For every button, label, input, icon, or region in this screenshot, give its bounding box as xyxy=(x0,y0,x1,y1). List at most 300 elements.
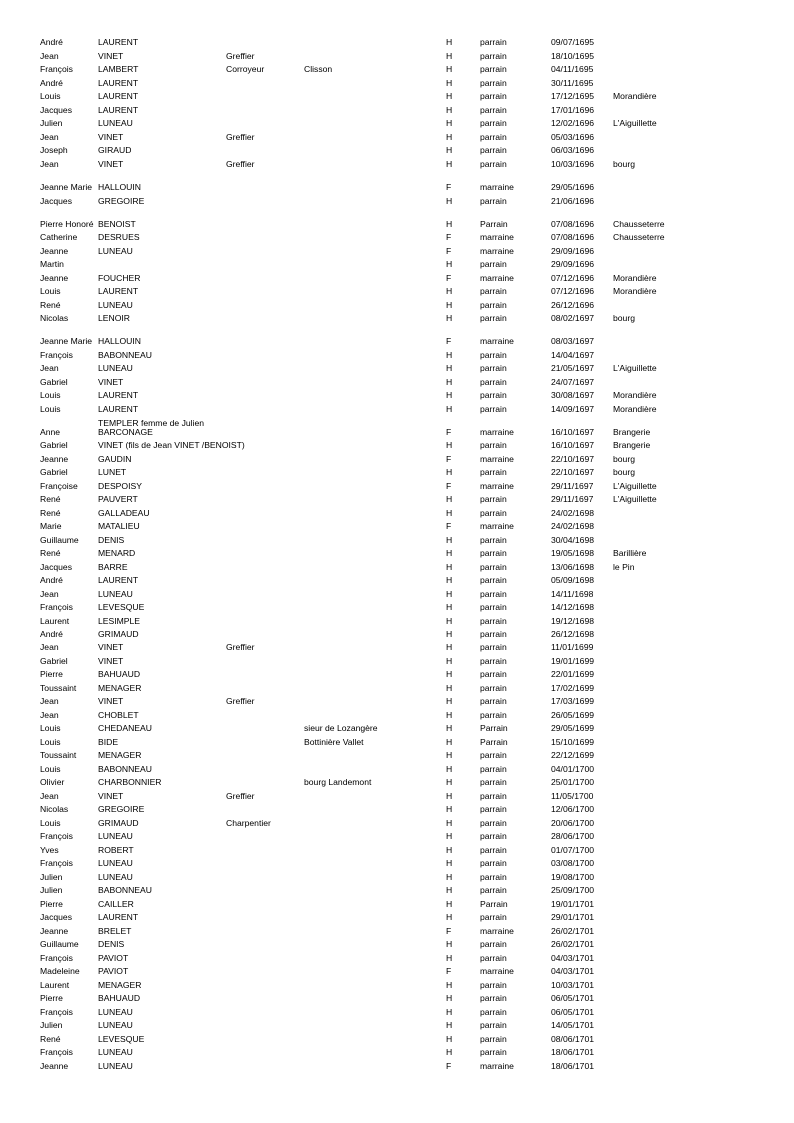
date-cell: 26/12/1696 xyxy=(551,300,595,310)
date-cell: 14/04/1697 xyxy=(551,350,595,360)
surname-cell: LUNEAU xyxy=(98,363,133,373)
role-cell: parrain xyxy=(480,939,507,949)
given-name-cell: Jacques xyxy=(40,196,73,206)
given-name-cell: Madeleine xyxy=(40,966,80,976)
sex-cell: F xyxy=(446,454,452,464)
hamlet-cell: le Pin xyxy=(613,562,635,572)
role-cell: parrain xyxy=(480,494,507,504)
surname-cell: ROBERT xyxy=(98,845,134,855)
given-name-cell: Julien xyxy=(40,885,63,895)
sex-cell: H xyxy=(446,858,453,868)
surname-cell: VINET xyxy=(98,696,124,706)
register-row xyxy=(0,641,794,654)
date-cell: 08/06/1701 xyxy=(551,1034,595,1044)
surname-cell: DESPOISY xyxy=(98,481,142,491)
register-row xyxy=(0,534,794,547)
given-name-cell: Jeanne Marie xyxy=(40,336,93,346)
role-cell: parrain xyxy=(480,764,507,774)
sex-cell: H xyxy=(446,132,453,142)
sex-cell: H xyxy=(446,363,453,373)
role-cell: marraine xyxy=(480,966,514,976)
sex-cell: H xyxy=(446,196,453,206)
date-cell: 24/02/1698 xyxy=(551,521,595,531)
role-cell: Parrain xyxy=(480,899,508,909)
role-cell: parrain xyxy=(480,390,507,400)
role-cell: Parrain xyxy=(480,723,508,733)
surname-cell: BRELET xyxy=(98,926,132,936)
given-name-cell: Yves xyxy=(40,845,59,855)
surname-cell: BAHUAUD xyxy=(98,993,141,1003)
surname-cell: FOUCHER xyxy=(98,273,141,283)
register-row xyxy=(0,362,794,375)
date-cell: 14/05/1701 xyxy=(551,1020,595,1030)
date-cell: 07/08/1696 xyxy=(551,219,595,229)
given-name-cell: Laurent xyxy=(40,616,70,626)
sex-cell: H xyxy=(446,980,453,990)
role-cell: parrain xyxy=(480,78,507,88)
sex-cell: H xyxy=(446,64,453,74)
surname-cell: PAUVERT xyxy=(98,494,138,504)
surname-cell: VINET xyxy=(98,159,124,169)
sex-cell: F xyxy=(446,521,452,531)
role-cell: parrain xyxy=(480,683,507,693)
date-cell: 08/03/1697 xyxy=(551,336,595,346)
role-cell: parrain xyxy=(480,1020,507,1030)
surname-cell: LEVESQUE xyxy=(98,1034,145,1044)
date-cell: 30/11/1695 xyxy=(551,78,594,88)
register-row xyxy=(0,181,794,194)
sex-cell: H xyxy=(446,764,453,774)
hamlet-cell: Morandière xyxy=(613,404,657,414)
date-cell: 22/12/1699 xyxy=(551,750,595,760)
register-row xyxy=(0,1046,794,1059)
surname-cell: GAUDIN xyxy=(98,454,132,464)
register-row xyxy=(0,439,794,452)
sex-cell: H xyxy=(446,616,453,626)
hamlet-cell: L'Aiguillette xyxy=(613,494,657,504)
sex-cell: H xyxy=(446,548,453,558)
given-name-cell: Gabriel xyxy=(40,377,68,387)
sex-cell: H xyxy=(446,885,453,895)
role-cell: marraine xyxy=(480,336,514,346)
date-cell: 10/03/1696 xyxy=(551,159,595,169)
role-cell: parrain xyxy=(480,791,507,801)
sex-cell: H xyxy=(446,390,453,400)
surname-cell: LAURENT xyxy=(98,286,139,296)
surname-cell: LAURENT xyxy=(98,78,139,88)
date-cell: 08/02/1697 xyxy=(551,313,595,323)
given-name-cell: Olivier xyxy=(40,777,65,787)
date-cell: 17/12/1695 xyxy=(551,91,595,101)
sex-cell: H xyxy=(446,899,453,909)
role-cell: marraine xyxy=(480,273,514,283)
register-row xyxy=(0,709,794,722)
given-name-cell: Julien xyxy=(40,872,63,882)
date-cell: 04/01/1700 xyxy=(551,764,595,774)
register-row xyxy=(0,628,794,641)
role-cell: parrain xyxy=(480,993,507,1003)
role-cell: parrain xyxy=(480,1047,507,1057)
role-cell: marraine xyxy=(480,521,514,531)
date-cell: 19/01/1699 xyxy=(551,656,595,666)
register-row xyxy=(0,231,794,244)
given-name-cell: Jean xyxy=(40,159,59,169)
given-name-cell: Laurent xyxy=(40,980,70,990)
sex-cell: H xyxy=(446,993,453,1003)
given-name-cell: Jeanne xyxy=(40,246,69,256)
sex-cell: H xyxy=(446,589,453,599)
occupation-cell: Greffier xyxy=(226,132,255,142)
date-cell: 09/07/1695 xyxy=(551,37,595,47)
register-row xyxy=(0,245,794,258)
sex-cell: H xyxy=(446,656,453,666)
sex-cell: H xyxy=(446,259,453,269)
role-cell: parrain xyxy=(480,286,507,296)
role-cell: parrain xyxy=(480,777,507,787)
sex-cell: H xyxy=(446,159,453,169)
given-name-cell: Louis xyxy=(40,404,61,414)
role-cell: parrain xyxy=(480,300,507,310)
given-name-cell: François xyxy=(40,858,73,868)
surname-cell: LUNEAU xyxy=(98,1061,133,1071)
register-row xyxy=(0,790,794,803)
occupation-cell: Greffier xyxy=(226,696,255,706)
date-cell: 22/10/1697 xyxy=(551,454,595,464)
register-row xyxy=(0,992,794,1005)
given-name-cell: Jean xyxy=(40,51,59,61)
register-row xyxy=(0,77,794,90)
register-row xyxy=(0,911,794,924)
sex-cell: H xyxy=(446,105,453,115)
date-cell: 29/01/1701 xyxy=(551,912,595,922)
register-row xyxy=(0,938,794,951)
hamlet-cell: Brangerie xyxy=(613,440,651,450)
surname-cell: LAURENT xyxy=(98,575,139,585)
role-cell: parrain xyxy=(480,105,507,115)
surname-cell: VINET xyxy=(98,791,124,801)
sex-cell: H xyxy=(446,831,453,841)
surname-cell: LUNEAU xyxy=(98,1020,133,1030)
register-row xyxy=(0,601,794,614)
role-cell: parrain xyxy=(480,629,507,639)
given-name-cell: André xyxy=(40,37,63,47)
surname-cell: LAURENT xyxy=(98,390,139,400)
register-row xyxy=(0,871,794,884)
date-cell: 26/02/1701 xyxy=(551,926,595,936)
sex-cell: H xyxy=(446,535,453,545)
date-cell: 17/02/1699 xyxy=(551,683,595,693)
surname-cell: LUNEAU xyxy=(98,872,133,882)
date-cell: 29/05/1696 xyxy=(551,182,595,192)
sex-cell: H xyxy=(446,737,453,747)
register-row xyxy=(0,722,794,735)
hamlet-cell: Brangerie xyxy=(613,427,651,437)
surname-cell: GRIMAUD xyxy=(98,818,139,828)
register-row xyxy=(0,830,794,843)
date-cell: 19/08/1700 xyxy=(551,872,595,882)
sex-cell: H xyxy=(446,37,453,47)
sex-cell: H xyxy=(446,377,453,387)
date-cell: 12/02/1696 xyxy=(551,118,595,128)
date-cell: 05/03/1696 xyxy=(551,132,595,142)
surname-cell: MENARD xyxy=(98,548,136,558)
date-cell: 05/09/1698 xyxy=(551,575,595,585)
role-cell: parrain xyxy=(480,548,507,558)
role-cell: parrain xyxy=(480,750,507,760)
register-row xyxy=(0,63,794,76)
register-row xyxy=(0,480,794,493)
role-cell: parrain xyxy=(480,467,507,477)
role-cell: parrain xyxy=(480,872,507,882)
register-row xyxy=(0,763,794,776)
given-name-cell: Martin xyxy=(40,259,64,269)
surname-cell: GALLADEAU xyxy=(98,508,150,518)
register-row xyxy=(0,1006,794,1019)
hamlet-cell: bourg xyxy=(613,467,635,477)
register-row xyxy=(0,547,794,560)
role-cell: parrain xyxy=(480,363,507,373)
role-cell: marraine xyxy=(480,232,514,242)
surname-cell: PAVIOT xyxy=(98,953,129,963)
date-cell: 10/03/1701 xyxy=(551,980,595,990)
surname-cell: BENOIST xyxy=(98,219,136,229)
date-cell: 24/02/1698 xyxy=(551,508,595,518)
surname-cell: DESRUES xyxy=(98,232,140,242)
given-name-cell: Gabriel xyxy=(40,467,68,477)
sex-cell: F xyxy=(446,481,452,491)
sex-cell: H xyxy=(446,791,453,801)
sex-cell: H xyxy=(446,912,453,922)
role-cell: Parrain xyxy=(480,219,508,229)
register-row xyxy=(0,218,794,231)
sex-cell: H xyxy=(446,1034,453,1044)
date-cell: 18/06/1701 xyxy=(551,1061,595,1071)
given-name-cell: Louis xyxy=(40,764,61,774)
role-cell: parrain xyxy=(480,377,507,387)
surname-cell: MATALIEU xyxy=(98,521,140,531)
given-name-cell: André xyxy=(40,78,63,88)
given-name-cell: Jean xyxy=(40,363,59,373)
given-name-cell: Jean xyxy=(40,589,59,599)
role-cell: parrain xyxy=(480,159,507,169)
date-cell: 26/02/1701 xyxy=(551,939,595,949)
sex-cell: H xyxy=(446,350,453,360)
role-cell: marraine xyxy=(480,1061,514,1071)
role-cell: parrain xyxy=(480,818,507,828)
role-cell: parrain xyxy=(480,656,507,666)
register-row xyxy=(0,272,794,285)
role-cell: parrain xyxy=(480,440,507,450)
occupation-cell: Greffier xyxy=(226,791,255,801)
sex-cell: F xyxy=(446,427,452,437)
surname-cell: BARRE xyxy=(98,562,128,572)
register-row xyxy=(0,299,794,312)
register-row xyxy=(0,682,794,695)
hamlet-cell: L'Aiguillette xyxy=(613,118,657,128)
role-cell: parrain xyxy=(480,845,507,855)
surname-cell: LESIMPLE xyxy=(98,616,141,626)
date-cell: 07/12/1696 xyxy=(551,273,595,283)
given-name-cell: Jeanne xyxy=(40,273,69,283)
hamlet-cell: bourg xyxy=(613,313,635,323)
register-row xyxy=(0,736,794,749)
register-row xyxy=(0,668,794,681)
register-row xyxy=(0,117,794,130)
sex-cell: H xyxy=(446,145,453,155)
given-name-cell: Jacques xyxy=(40,562,73,572)
surname-cell: CAILLER xyxy=(98,899,134,909)
date-cell: 24/07/1697 xyxy=(551,377,595,387)
sex-cell: H xyxy=(446,562,453,572)
given-name-cell: Jean xyxy=(40,132,59,142)
date-cell: 17/03/1699 xyxy=(551,696,595,706)
register-row xyxy=(0,36,794,49)
given-name-cell: François xyxy=(40,350,73,360)
hamlet-cell: Chausseterre xyxy=(613,232,665,242)
given-name-cell: René xyxy=(40,508,61,518)
role-cell: parrain xyxy=(480,37,507,47)
surname-cell: LUNEAU xyxy=(98,589,133,599)
register-row xyxy=(0,979,794,992)
register-row xyxy=(0,925,794,938)
surname-cell: VINET xyxy=(98,377,124,387)
register-row xyxy=(0,312,794,325)
surname-cell: CHOBLET xyxy=(98,710,139,720)
date-cell: 18/06/1701 xyxy=(551,1047,595,1057)
date-cell: 22/10/1697 xyxy=(551,467,595,477)
surname-cell: VINET (fils de Jean VINET /BENOIST) xyxy=(98,440,245,450)
sex-cell: H xyxy=(446,710,453,720)
role-cell: parrain xyxy=(480,589,507,599)
role-cell: parrain xyxy=(480,535,507,545)
date-cell: 06/05/1701 xyxy=(551,1007,595,1017)
date-cell: 30/08/1697 xyxy=(551,390,595,400)
register-row xyxy=(0,453,794,466)
given-name-cell: André xyxy=(40,629,63,639)
surname-cell: LUNEAU xyxy=(98,858,133,868)
role-cell: parrain xyxy=(480,313,507,323)
role-cell: marraine xyxy=(480,926,514,936)
register-row xyxy=(0,776,794,789)
sex-cell: H xyxy=(446,404,453,414)
register-row xyxy=(0,817,794,830)
register-row xyxy=(0,655,794,668)
register-row xyxy=(0,884,794,897)
given-name-cell: François xyxy=(40,1007,73,1017)
surname-cell: VINET xyxy=(98,656,124,666)
sex-cell: H xyxy=(446,602,453,612)
register-row xyxy=(0,335,794,348)
role-cell: marraine xyxy=(480,481,514,491)
date-cell: 13/06/1698 xyxy=(551,562,595,572)
date-cell: 04/03/1701 xyxy=(551,953,595,963)
date-cell: 14/11/1698 xyxy=(551,589,594,599)
sex-cell: H xyxy=(446,467,453,477)
role-cell: marraine xyxy=(480,427,514,437)
given-name-cell: Jean xyxy=(40,791,59,801)
register-row xyxy=(0,493,794,506)
date-cell: 19/05/1698 xyxy=(551,548,595,558)
register-row xyxy=(0,50,794,63)
given-name-cell: Louis xyxy=(40,723,61,733)
given-name-cell: Julien xyxy=(40,118,63,128)
surname-cell: GIRAUD xyxy=(98,145,132,155)
sex-cell: H xyxy=(446,872,453,882)
given-name-cell: Guillaume xyxy=(40,535,79,545)
given-name-cell: Jeanne xyxy=(40,926,69,936)
sex-cell: H xyxy=(446,845,453,855)
role-cell: parrain xyxy=(480,642,507,652)
register-row xyxy=(0,615,794,628)
role-cell: Parrain xyxy=(480,737,508,747)
given-name-cell: Gabriel xyxy=(40,440,68,450)
sex-cell: H xyxy=(446,750,453,760)
date-cell: 04/03/1701 xyxy=(551,966,595,976)
register-row xyxy=(0,376,794,389)
register-row xyxy=(0,1060,794,1073)
role-cell: parrain xyxy=(480,508,507,518)
register-row xyxy=(0,898,794,911)
register-row xyxy=(0,258,794,271)
given-name-cell: François xyxy=(40,1047,73,1057)
register-row xyxy=(0,389,794,402)
sex-cell: H xyxy=(446,939,453,949)
register-row xyxy=(0,403,794,416)
sex-cell: F xyxy=(446,182,452,192)
surname-cell: LUNEAU xyxy=(98,1047,133,1057)
register-row xyxy=(0,965,794,978)
sex-cell: H xyxy=(446,669,453,679)
given-name-cell: Jacques xyxy=(40,912,73,922)
given-name-cell: Françoise xyxy=(40,481,78,491)
date-cell: 06/05/1701 xyxy=(551,993,595,1003)
role-cell: parrain xyxy=(480,858,507,868)
date-cell: 21/05/1697 xyxy=(551,363,595,373)
register-row xyxy=(0,349,794,362)
surname-cell: DENIS xyxy=(98,535,125,545)
given-name-cell: Pierre xyxy=(40,993,63,1003)
register-row xyxy=(0,574,794,587)
date-cell: 22/01/1699 xyxy=(551,669,595,679)
surname-cell: TEMPLER femme de Julien xyxy=(98,418,205,428)
occupation-cell: Greffier xyxy=(226,642,255,652)
date-cell: 29/11/1697 xyxy=(551,481,594,491)
surname-cell: LAMBERT xyxy=(98,64,139,74)
surname-cell: BABONNEAU xyxy=(98,350,152,360)
date-cell: 07/12/1696 xyxy=(551,286,595,296)
occupation-cell: Greffier xyxy=(226,51,255,61)
role-cell: parrain xyxy=(480,804,507,814)
sex-cell: H xyxy=(446,1007,453,1017)
given-name-cell: Anne xyxy=(40,427,61,437)
surname-cell: LEVESQUE xyxy=(98,602,145,612)
register-row xyxy=(0,90,794,103)
surname-cell: BABONNEAU xyxy=(98,764,152,774)
surname-cell: LAURENT xyxy=(98,105,139,115)
sex-cell: H xyxy=(446,777,453,787)
given-name-cell: Pierre xyxy=(40,669,63,679)
surname-cell: CHARBONNIER xyxy=(98,777,162,787)
given-name-cell: Jacques xyxy=(40,105,73,115)
surname-cell: GREGOIRE xyxy=(98,196,145,206)
sex-cell: F xyxy=(446,246,452,256)
given-name-cell: Joseph xyxy=(40,145,68,155)
given-name-cell: Jeanne xyxy=(40,1061,69,1071)
surname-cell: LAURENT xyxy=(98,37,139,47)
surname-cell: DENIS xyxy=(98,939,125,949)
sex-cell: F xyxy=(446,273,452,283)
hamlet-cell: Morandière xyxy=(613,91,657,101)
